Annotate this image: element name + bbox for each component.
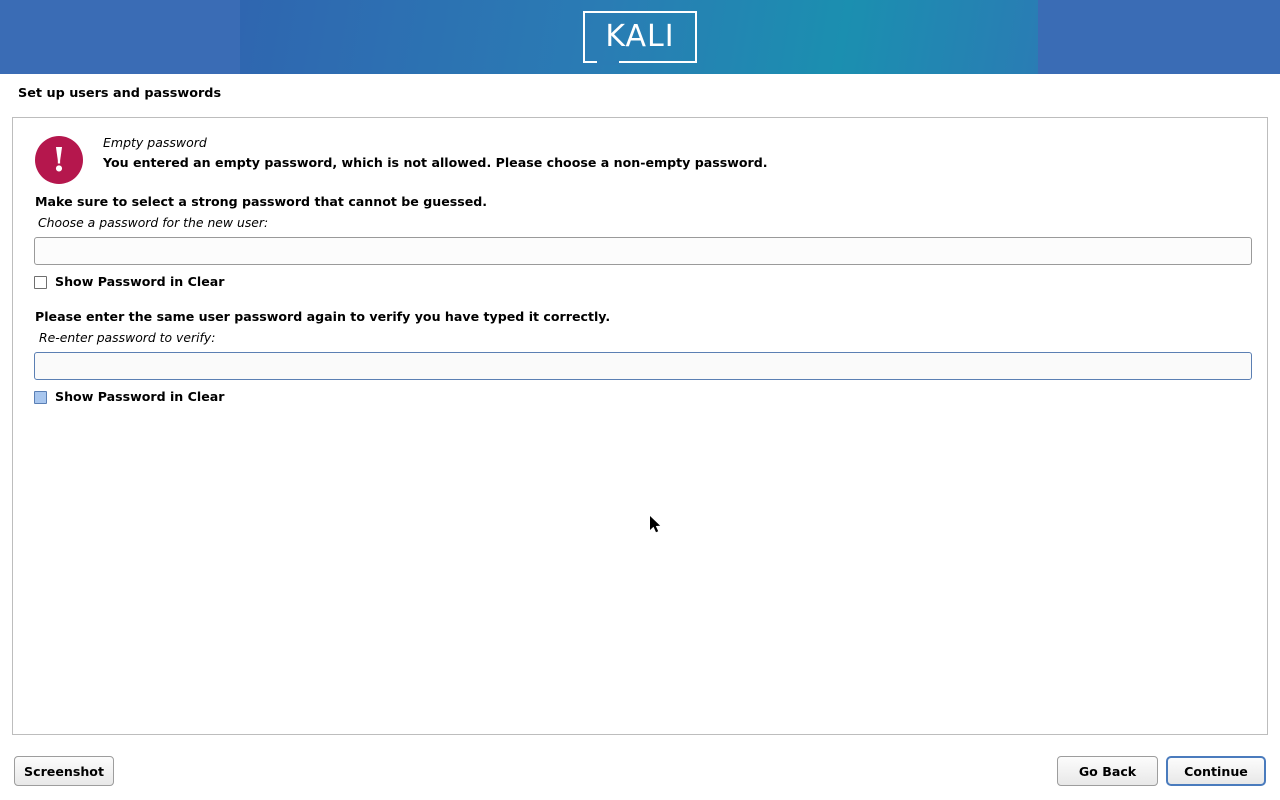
error-message: You entered an empty password, which is not allowed. Please choose a non-empty password. <box>103 155 768 170</box>
password-input[interactable] <box>34 237 1252 265</box>
verify-password-hint: Please enter the same user password again to verify you have typed it correctly. <box>35 309 611 324</box>
kali-logo-notch <box>597 61 619 65</box>
banner-left-block <box>0 0 241 74</box>
banner-right-block <box>1038 0 1280 74</box>
error-title: Empty password <box>103 135 207 150</box>
show-password-checkbox-2[interactable] <box>34 391 47 404</box>
show-password-label-2: Show Password in Clear <box>55 389 225 404</box>
verify-password-input[interactable] <box>34 352 1252 380</box>
show-password-label-1: Show Password in Clear <box>55 274 225 289</box>
kali-logo: KALI <box>583 11 697 63</box>
show-password-checkbox-1[interactable] <box>34 276 47 289</box>
exclamation-icon: ! <box>35 136 83 184</box>
kali-banner <box>0 0 1280 74</box>
page-title: Set up users and passwords <box>18 86 222 101</box>
password-strength-hint: Make sure to select a strong password that cannot be guessed. <box>35 194 488 209</box>
screenshot-button[interactable]: Screenshot <box>14 756 114 786</box>
installer-content-panel <box>12 117 1268 735</box>
mouse-cursor-icon <box>650 516 662 534</box>
go-back-button[interactable]: Go Back <box>1057 756 1158 786</box>
password-field-label: Choose a password for the new user: <box>38 215 269 230</box>
verify-field-label: Re-enter password to verify: <box>39 330 216 345</box>
continue-button[interactable]: Continue <box>1166 756 1266 786</box>
